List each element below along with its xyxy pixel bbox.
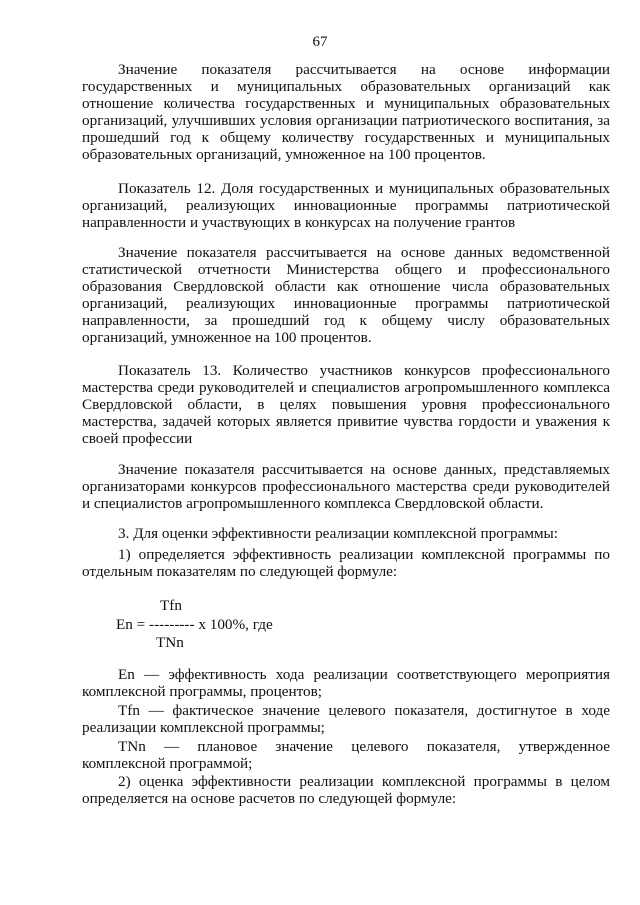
paragraph-step-1: 1) определяется эффективность реализации комплексной программы по отдельным показателям по следующей формуле:: [82, 546, 610, 580]
definition-tnn: TNn — плановое значение целевого показателя, утвержденное комплексной программой;: [82, 738, 610, 772]
paragraph-indicator-13-title: Показатель 13. Количество участников конкурсов профессионального мастерства среди руководителей и специалистов агропромышленного комплекса Свердловской области, в целях повышения уровня профессионального мастерства, задачей которых является привитие чувства гордости и уважения к своей профессии: [82, 362, 610, 447]
paragraph-efficiency-intro: 3. Для оценки эффективности реализации комплексной программы:: [118, 525, 558, 542]
paragraph-indicator-11-method: Значение показателя рассчитывается на основе информации государственных и муниципальных образовательных организаций как отношение количества государственных и муниципальных образовательных организаций, улучшивших условия организации патриотического воспитания, за прошедший год к общему количеству государственных и муниципальных образовательных организаций, умноженное на 100 процентов.: [82, 61, 610, 163]
paragraph-step-2: 2) оценка эффективности реализации комплексной программы в целом определяется на основе расчетов по следующей формуле:: [82, 773, 610, 807]
paragraph-indicator-12-title: Показатель 12. Доля государственных и муниципальных образовательных организаций, реализующих инновационные программы патриотической направленности и участвующих в конкурсах на получение грантов: [82, 180, 610, 231]
definition-en: En — эффективность хода реализации соответствующего мероприятия комплексной программы, процентов;: [82, 666, 610, 700]
page-number: 67: [312, 34, 328, 50]
paragraph-indicator-13-method: Значение показателя рассчитывается на основе данных, представляемых организаторами конкурсов профессионального мастерства среди руководителей и специалистов агропромышленного комплекса Свердловской области.: [82, 461, 610, 512]
definition-tfn: Tfn — фактическое значение целевого показателя, достигнутое в ходе реализации комплексной программы;: [82, 702, 610, 736]
formula-denominator: TNn: [156, 634, 184, 651]
paragraph-indicator-12-method: Значение показателя рассчитывается на основе данных ведомственной статистической отчетности Министерства общего и профессионального образования Свердловской области как отношение числа образовательных организаций, реализующих инновационные программы патриотической направленности, за прошедший год к общему числу образовательных организаций, умноженное на 100 процентов.: [82, 244, 610, 346]
formula-numerator: Tfn: [160, 597, 182, 614]
formula-main: En = --------- x 100%, где: [116, 616, 273, 633]
